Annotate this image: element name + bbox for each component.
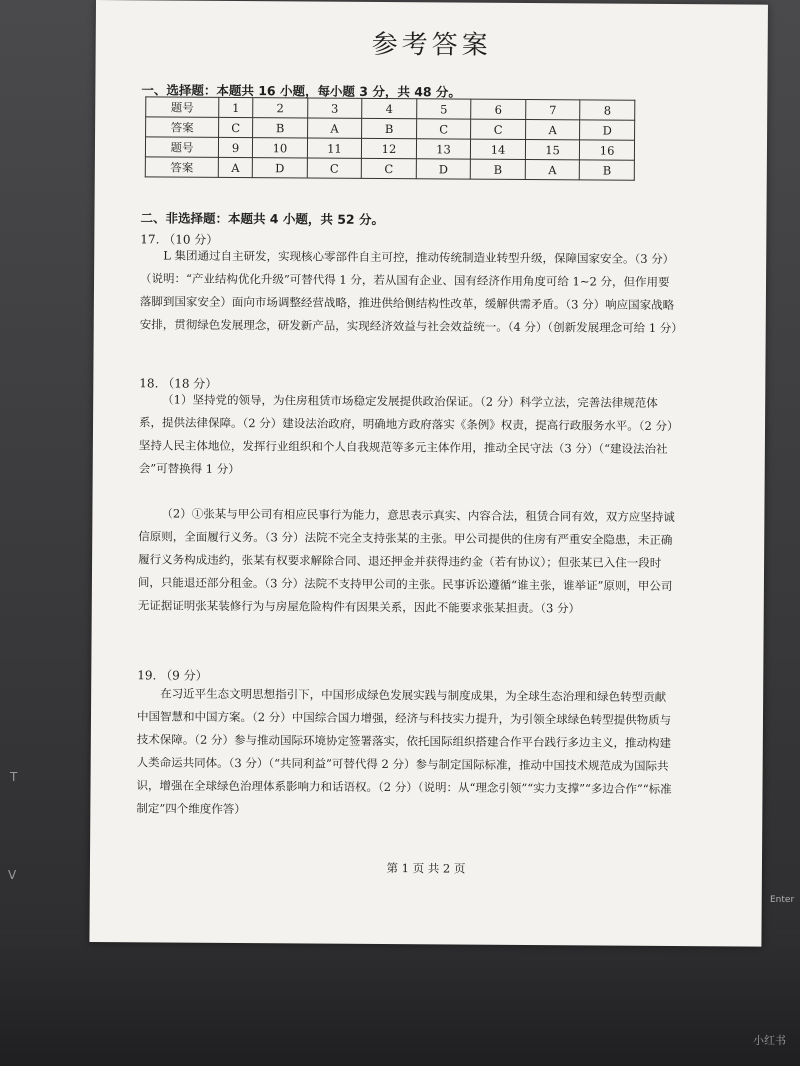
table-cell: 6 [471, 99, 526, 119]
page-number: 第 1 页 共 2 页 [386, 861, 466, 876]
question-18-label: 18. （18 分） [139, 376, 218, 391]
table-cell: 1 [219, 97, 253, 117]
table-cell: A [525, 120, 580, 140]
table-cell: C [362, 158, 417, 178]
table-cell: B [580, 160, 635, 180]
table-row [145, 157, 634, 180]
table-cell: 2 [253, 98, 308, 118]
table-cell: 11 [307, 138, 362, 158]
table-cell: B [471, 159, 526, 179]
question-19-answer: 在习近平生态文明思想指引下，中国形成绿色发展实践与制度成果，为全球生态治理和绿色转型贡献中国智慧和中国方案。（2 分）中国综合国力增强，经济与科技实力提升，为引领全球绿色转型提供物质与技术保障。（2 分）参与推动国际环境协定签署落实，依托国际组织搭建合作平台践行多边主义，推动构建人类命运共同体。（3 分）（“共同利益”可替代得 2 分）参与制定国际标准，推动中国技术规范成为国际共识，增强在全球绿色治理体系影响力和话语权。（2 分）（说明：从“理念引领”“实力支撑”“多边合作”“标准制定”四个维度作答） [136, 686, 672, 817]
table-cell: C [471, 119, 526, 139]
keyboard-key-t: T [10, 770, 18, 784]
table-cell: A [218, 157, 252, 177]
table-cell: 题号 [145, 137, 218, 158]
question-17-answer: L 集团通过自主研发，实现核心零部件自主可控，推动传统制造业转型升级，保障国家安全。（3 分）（说明：“产业结构优化升级”可替代得 1 分，若从国有企业、国有经济作用角度可给 1~2 分，但作用要落脚到国家安全）面向市场调整经营战略，推进供给侧结构性改革，缓解供需矛盾。（3 分）响应国家战略安排，贯彻绿色发展理念，研发新产品，实现经济效益与社会效益统一。（4 分）（创新发展理念可给 1 分） [139, 248, 683, 336]
table-cell: 题号 [146, 97, 219, 118]
table-cell: 13 [416, 139, 471, 159]
table-cell: A [525, 160, 580, 180]
section2-heading: 二、非选择题：本题共 4 小题，共 52 分。 [140, 210, 385, 228]
keyboard-key-v: V [8, 868, 17, 882]
answer-table [145, 96, 636, 180]
table-cell: C [307, 158, 362, 178]
table-cell: D [416, 159, 471, 179]
table-cell: 答案 [146, 117, 219, 138]
keyboard-key-enter: Enter [770, 895, 795, 905]
table-cell: 15 [525, 140, 580, 160]
watermark-logo: 小红书 [753, 1034, 786, 1047]
section1-heading: 一、选择题：本题共 16 小题，每小题 3 分，共 48 分。 [141, 82, 462, 100]
table-cell: 12 [362, 138, 417, 158]
question-18-part2: （2）①张某与甲公司有相应民事行为能力，意思表示真实、内容合法，租赁合同有效，双方应坚持诚信原则，全面履行义务。（3 分）法院不完全支持张某的主张。甲公司提供的住房有严重安全隐患，未正确履行义务构成违约，张某有权要求解除合同、退还押金并获得违约金（若有协议）；但张某已入住一段时间，只能退还部分租金。（3 分）法院不支持甲公司的主张。民事诉讼遵循“谁主张，谁举证”原则，甲公司无证据证明张某装修行为与房屋危险构件有因果关系，因此不能要求张某担责。（3 分） [137, 506, 675, 616]
table-cell: 8 [580, 100, 635, 120]
question-18-part1: （1）坚持党的领导，为住房租赁市场稳定发展提供政治保证。（2 分）科学立法，完善法律规范体系，提供法律保障。（2 分）建设法治政府，明确地方政府落实《条例》权责，提高行政服务水平。（2 分）坚持人民主体地位，发挥行业组织和个人自我规范等多元主体作用，推动全民守法（3 分）（“建设法治社会”可替换得 1 分） [138, 392, 679, 477]
table-cell: C [416, 119, 471, 139]
table-cell: C [219, 117, 253, 137]
page-title: 参考答案 [371, 29, 492, 61]
table-cell: 5 [416, 99, 471, 119]
question-17-label: 17. （10 分） [140, 232, 219, 247]
table-cell: 10 [253, 138, 308, 158]
laptop-edge [0, 930, 800, 1066]
table-cell: B [362, 118, 417, 138]
answer-sheet [89, 0, 768, 947]
table-cell: 16 [580, 140, 635, 160]
table-cell: D [580, 120, 635, 140]
question-19-label: 19. （9 分） [137, 668, 208, 683]
table-cell: 3 [307, 98, 362, 118]
table-cell: D [252, 158, 307, 178]
table-cell: 14 [471, 139, 526, 159]
table-cell: 9 [218, 137, 252, 157]
table-cell: 7 [526, 100, 581, 120]
table-cell: A [307, 118, 362, 138]
table-cell: 答案 [145, 157, 218, 178]
table-cell: 4 [362, 98, 417, 118]
table-cell: B [253, 118, 308, 138]
